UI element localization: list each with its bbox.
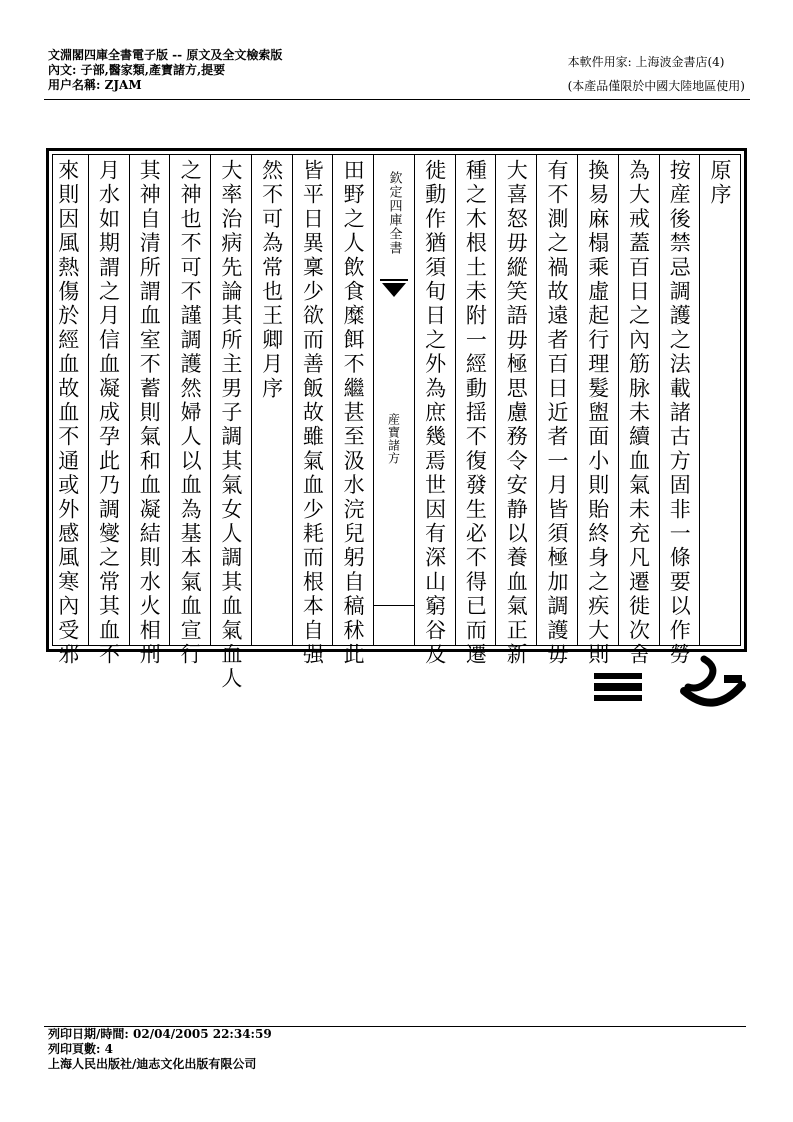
text-column xyxy=(251,155,292,645)
header-title: 文淵閣四庫全書電子版 -- 原文及全文檢索版 xyxy=(48,48,283,62)
text-column xyxy=(332,155,373,668)
header-username: 用户名稱: ZJAM xyxy=(48,78,142,92)
text-column xyxy=(536,155,577,668)
column-text: 田野之人飲食糜餌不繼甚至汲水浣兒躬自稿秫此 xyxy=(341,159,366,668)
fish-tail-bar xyxy=(380,279,408,281)
banxin-center-margin xyxy=(373,155,414,645)
header-right xyxy=(568,50,745,98)
column-text: 然不可為常也王卿月序 xyxy=(259,159,284,401)
column-text: 原序 xyxy=(708,159,732,208)
column-text: 為大戒蓋百日之內筋脉未續血氣未充凡遷徙次舍 xyxy=(626,159,651,668)
column-text: 換易麻榻乘虛起行理髮盥面小則貽終身之疾大則 xyxy=(585,159,610,668)
column-text: 大喜怒毋縱笑語毋極思慮務令安静以養血氣正新 xyxy=(504,159,529,668)
column-text: 皆平日異稟少欲而善飯故雖氣血少耗而根本自强 xyxy=(300,159,325,668)
column-heading xyxy=(699,155,740,645)
header-region-note: (本產品僅限於中國大陸地區使用) xyxy=(567,79,745,93)
header-left xyxy=(48,48,282,93)
banxin-rule xyxy=(374,605,414,606)
banxin xyxy=(374,155,414,645)
column-text: 來則因風熱傷於經血故血不通或外感風寒內受邪 xyxy=(55,159,80,668)
column-text: 其神自清所謂血室不蓄則氣和血凝結則水火相刑 xyxy=(137,159,162,668)
siku-logo-icon xyxy=(592,655,752,715)
column-text: 種之木根土未附一經動揺不復發生必不得已而遷 xyxy=(463,159,488,668)
text-columns xyxy=(52,154,741,692)
header-licensee: 本軟件用家: 上海波金書店(4) xyxy=(567,55,725,69)
footer-print-datetime: 列印日期/時間: 02/04/2005 22:34:59 xyxy=(48,1027,272,1041)
header-content-path: 內文: 子部,醫家類,產寶諸方,提要 xyxy=(48,63,226,77)
text-column xyxy=(577,155,618,668)
column-text: 有不測之禍故遠者百日近者一月皆須極加調護毋 xyxy=(544,159,569,668)
column-text: 大率治病先論其所主男子調其氣女人調其血氣血人 xyxy=(218,159,243,692)
column-text: 月水如期謂之月信血凝成孕此乃調燮之常其血不 xyxy=(96,159,121,668)
text-column xyxy=(495,155,536,668)
text-column xyxy=(47,155,88,668)
banxin-top-label: 欽定四庫全書 xyxy=(386,171,402,255)
column-text: 之神也不可不謹調護然婦人以血為基本氣血宣行 xyxy=(178,159,203,668)
text-column xyxy=(210,155,251,692)
banxin-title-label: 産寶諸方 xyxy=(386,413,401,465)
footer-publisher: 上海人民出版社/迪志文化出版有限公司 xyxy=(48,1057,257,1071)
header-divider xyxy=(44,99,750,100)
text-column xyxy=(129,155,170,668)
text-column xyxy=(169,155,210,668)
text-column xyxy=(618,155,659,668)
text-column xyxy=(659,155,700,668)
text-column xyxy=(455,155,496,668)
text-column xyxy=(88,155,129,668)
text-column xyxy=(414,155,455,668)
footer xyxy=(48,1026,746,1072)
fish-tail-mark xyxy=(382,283,406,297)
book-page-frame xyxy=(46,148,747,692)
footer-page-count: 列印頁數: 4 xyxy=(48,1042,113,1056)
column-text: 徙動作猶須旬日之外為庶幾焉世因有深山窮谷及 xyxy=(422,159,447,668)
column-text: 按産後禁忌調護之法載諸古方固非一條要以作勞 xyxy=(667,159,692,668)
text-column xyxy=(292,155,333,668)
